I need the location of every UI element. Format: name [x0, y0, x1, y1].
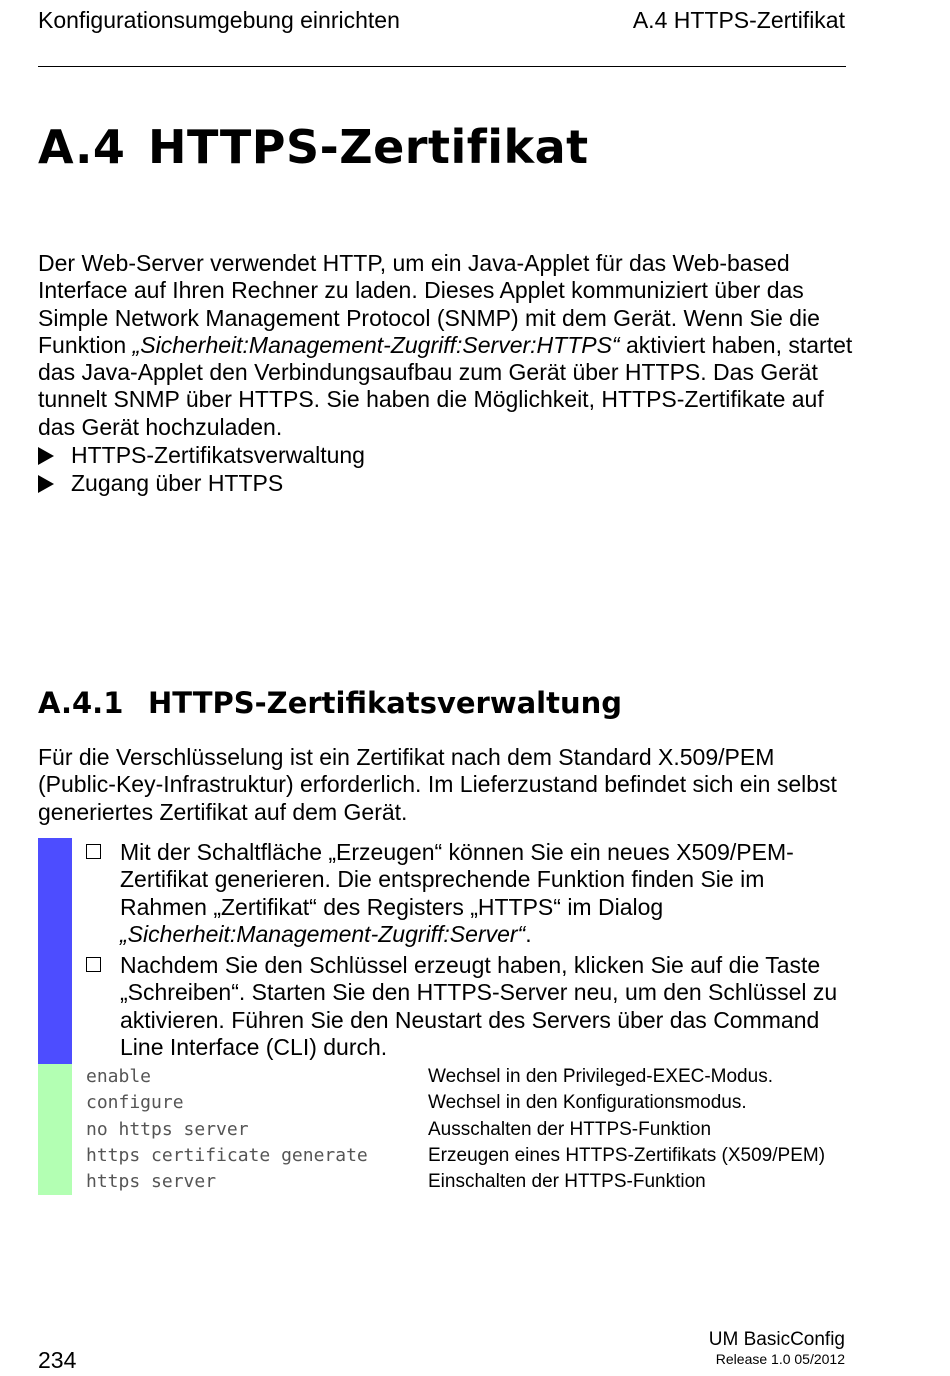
- header-rule: [38, 66, 846, 67]
- link-label: Zugang über HTTPS: [71, 470, 284, 496]
- footer-release: Release 1.0 05/2012: [715, 1351, 845, 1367]
- step2-text: Nachdem Sie den Schlüssel erzeugt haben, klicken Sie auf die Taste „Schreiben“. Starten Sie den HTTPS-Server neu, um den Schlüssel zu aktivieren. Führen Sie den Neustart des Servers über das Command Line Interface (CLI) durch.: [120, 952, 838, 1060]
- instruction-step-1: [86, 839, 846, 948]
- footer-doc-title: UM BasicConfig: [708, 1329, 845, 1350]
- cli-command: configure: [86, 1092, 184, 1113]
- step1-menu-path: „Sicherheit:Management-Zugriff:Server“: [120, 920, 526, 947]
- section-title: HTTPS-Zertifikat: [148, 120, 589, 174]
- triangle-arrow-icon: [38, 475, 54, 493]
- triangle-arrow-icon: [38, 447, 54, 465]
- cli-command: https server: [86, 1171, 217, 1192]
- cli-margin-bar: [38, 1064, 72, 1195]
- section-heading: [38, 120, 589, 174]
- cli-command: enable: [86, 1066, 152, 1087]
- subsection-intro: Für die Verschlüsselung ist ein Zertifikat nach dem Standard X.509/PEM (Public-Key-Infrastruktur) erforderlich. Im Lieferzustand befindet sich ein selbst generiertes Zertifikat auf dem Gerät.: [38, 744, 837, 825]
- section-number: A.4: [38, 120, 126, 174]
- step1-text: Mit der Schaltfläche „Erzeugen“ können Sie ein neues X509/PEM-Zertifikat generieren. Die entsprechende Funktion finden Sie im Rahmen „Zertifikat“ des Registers „HTTPS“ im Dialog: [120, 839, 794, 920]
- cli-command: no https server: [86, 1119, 249, 1140]
- cli-description: Ausschalten der HTTPS-Funktion: [428, 1119, 712, 1140]
- intro-text-1: Der Web-Server verwendet HTTP, um ein Java-Applet für das Web-based Interface auf Ihren Rechner zu laden. Dieses Applet kommuniziert über das Simple Network Management Protocol (SNMP) mit dem Gerät. Wenn Sie die Funktion: [38, 250, 820, 358]
- cli-command: https certificate generate: [86, 1145, 368, 1166]
- subsection-heading: [38, 686, 622, 720]
- subsection-number: A.4.1: [38, 686, 124, 720]
- intro-menu-path: „Sicherheit:Management-Zugriff:Server:HTTPS“: [132, 331, 620, 358]
- instruction-step-2: [86, 952, 846, 1061]
- cli-description: Wechsel in den Konfigurationsmodus.: [428, 1092, 747, 1113]
- link-label: HTTPS-Zertifikatsverwaltung: [71, 442, 365, 468]
- subsection-title: HTTPS-Zertifikatsverwaltung: [148, 686, 623, 720]
- page-number: 234: [38, 1347, 77, 1373]
- link-zertifikatsverwaltung[interactable]: [38, 442, 365, 469]
- cli-description: Einschalten der HTTPS-Funktion: [428, 1171, 706, 1192]
- intro-text-2: aktiviert haben, startet das Java-Applet den Verbindungsaufbau zum Gerät über HTTPS. Das Gerät tunnelt SNMP über HTTPS. Sie haben die Möglichkeit, HTTPS-Zertifikate auf das Gerät hochzuladen.: [38, 331, 853, 440]
- instruction-margin-bar: [38, 838, 72, 1064]
- checkbox-icon: [86, 957, 101, 972]
- running-header-right: A.4 HTTPS-Zertifikat: [632, 7, 845, 33]
- section-intro: [38, 250, 858, 441]
- checkbox-icon: [86, 844, 101, 859]
- cli-description: Erzeugen eines HTTPS-Zertifikats (X509/PEM): [428, 1145, 826, 1166]
- step1-text-end: .: [525, 920, 532, 947]
- running-header-left: Konfigurationsumgebung einrichten: [38, 7, 400, 33]
- cli-description: Wechsel in den Privileged-EXEC-Modus.: [428, 1066, 773, 1087]
- link-zugang-https[interactable]: [38, 470, 283, 497]
